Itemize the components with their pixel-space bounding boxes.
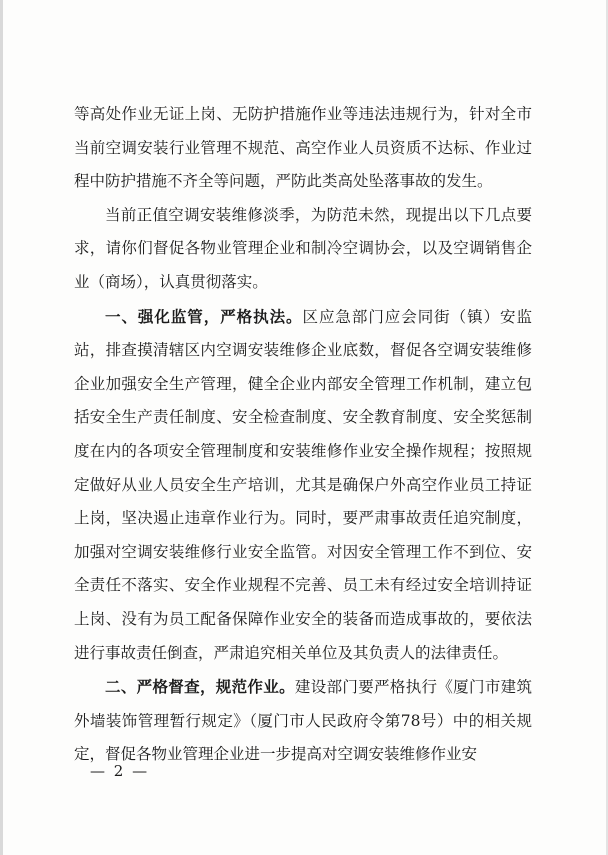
section-heading: 一、强化监管，严格执法。 (105, 306, 303, 326)
scan-edge-left (0, 0, 3, 855)
paragraph-continuation (74, 98, 532, 199)
page-number: — 2 — (90, 762, 150, 780)
document-body (74, 98, 532, 772)
paragraph-text: 等高处作业无证上岗、无防护措施作业等违法违规行为，针对全市当前空调安装行业管理不规范、高空作业人员资质不达标、作业过程中防护措施不齐全等问题，严防此类高处坠落事故的发生。 (74, 105, 532, 191)
paragraph-text: 建设部门要严格执行《厦门市建筑外墙装饰管理暂行规定》（厦门市人民政府令第78号）中的相关规定，督促各物业管理企业进一步提高对空调安装维修作业安 (74, 678, 532, 764)
paragraph-requirements-intro (74, 199, 532, 300)
paragraph-text: 区应急部门应会同街（镇）安监站，排查摸清辖区内空调安装维修企业底数，督促各空调安装维修企业加强安全生产管理，健全企业内部安全管理工作机制，建立包括安全生产责任制度、安全检查制度、安全教育制度、安全奖惩制度在内的各项安全管理制度和安装维修作业安全操作规程；按照规定做好从业人员安全生产培训，尤其是确保户外高空作业员工持证上岗，坚决遏止违章作业行为。同时，要严肃事故责任追究制度，加强对空调安装维修行业安全监管。对因安全管理工作不到位、安全责任不落实、安全作业规程不完善、员工未有经过安全培训持证上岗、没有为员工配备保障作业安全的装备而造成事故的，要依法进行事故责任倒查，严肃追究相关单位及其负责人的法律责任。 (74, 307, 532, 662)
section-heading: 二、严格督查，规范作业。 (105, 677, 295, 697)
paragraph-section-one (74, 300, 532, 671)
paragraph-text: 当前正值空调安装维修淡季，为防范未然，现提出以下几点要求，请你们督促各物业管理企业和制冷空调协会，以及空调销售企业（商场），认真贯彻落实。 (74, 205, 532, 291)
paragraph-section-two (74, 670, 532, 772)
